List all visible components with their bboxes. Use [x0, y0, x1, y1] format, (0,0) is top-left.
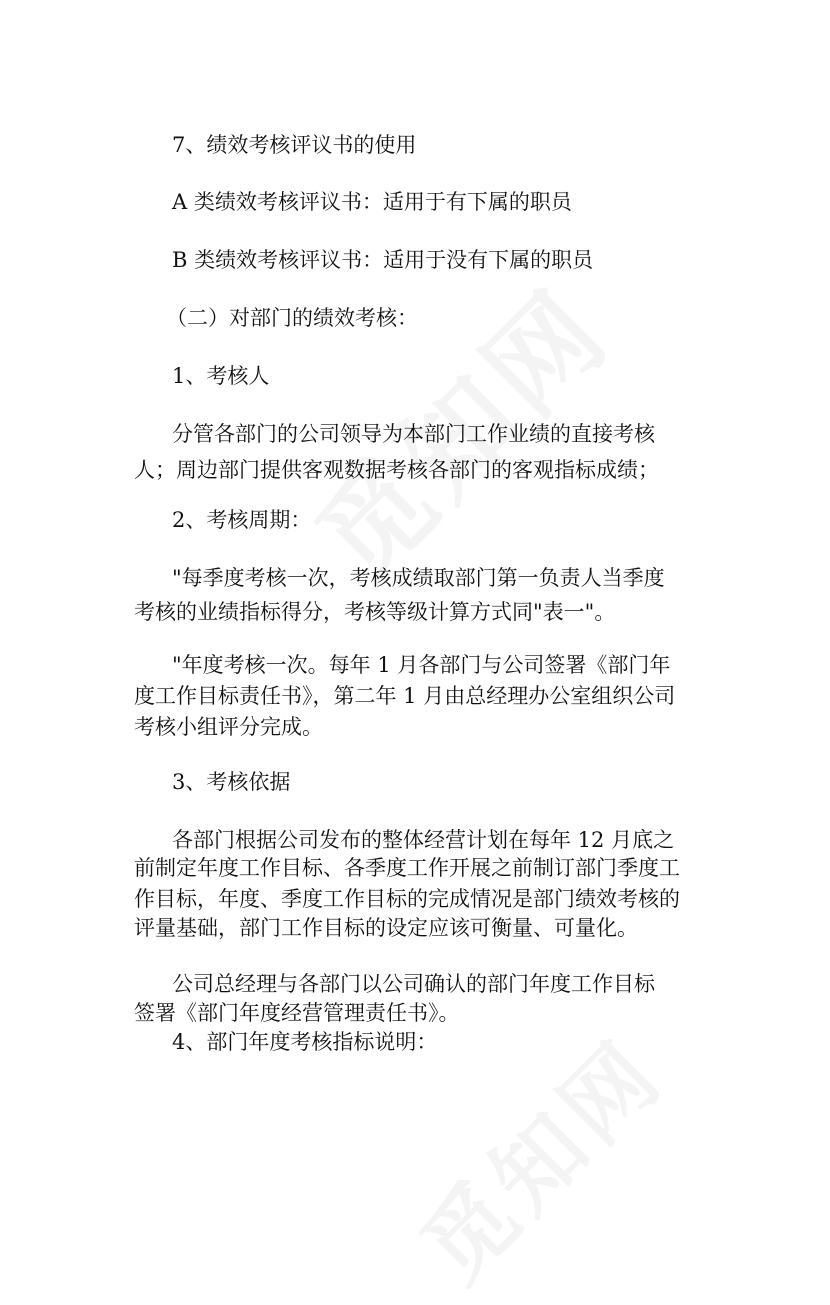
paragraph-line: 签署《部门年度经营管理责任书》。	[134, 1001, 460, 1025]
paragraph-line: 各部门根据公司发布的整体经营计划在每年 12 月底之	[172, 828, 675, 852]
section-heading: （二）对部门的绩效考核：	[166, 306, 418, 330]
paragraph-line: 分管各部门的公司领导为本部门工作业绩的直接考核	[172, 422, 655, 446]
paragraph-line: 公司总经理与各部门以公司确认的部门年度工作目标	[172, 972, 655, 996]
section-heading: 2、考核周期：	[172, 508, 312, 532]
paragraph-line: 评量基础，部门工作目标的设定应该可衡量、可量化。	[134, 916, 638, 940]
paragraph-line: 人；周边部门提供客观数据考核各部门的客观指标成绩；	[134, 458, 659, 482]
paragraph-line: 度工作目标责任书》，第二年 1 月由总经理办公室组织公司	[134, 684, 676, 708]
paragraph: A 类绩效考核评议书：适用于有下属的职员	[172, 190, 572, 214]
section-heading: 1、考核人	[172, 364, 270, 388]
paragraph-line: 前制定年度工作目标、各季度工作开展之前制订部门季度工	[134, 856, 680, 880]
paragraph-line: 考核的业绩指标得分，考核等级计算方式同"表一"。	[134, 600, 616, 624]
paragraph-line: 考核小组评分完成。	[134, 715, 323, 739]
section-heading: 4、部门年度考核指标说明：	[172, 1030, 438, 1054]
paragraph: B 类绩效考核评议书：适用于没有下属的职员	[172, 248, 594, 272]
paragraph-line: 作目标，年度、季度工作目标的完成情况是部门绩效考核的	[134, 887, 680, 911]
paragraph-line: "年度考核一次。每年 1 月各部门与公司签署《部门年	[172, 653, 671, 677]
paragraph-line: "每季度考核一次，考核成绩取部门第一负责人当季度	[172, 566, 665, 590]
section-heading: 7、绩效考核评议书的使用	[172, 133, 417, 157]
section-heading: 3、考核依据	[172, 770, 291, 794]
